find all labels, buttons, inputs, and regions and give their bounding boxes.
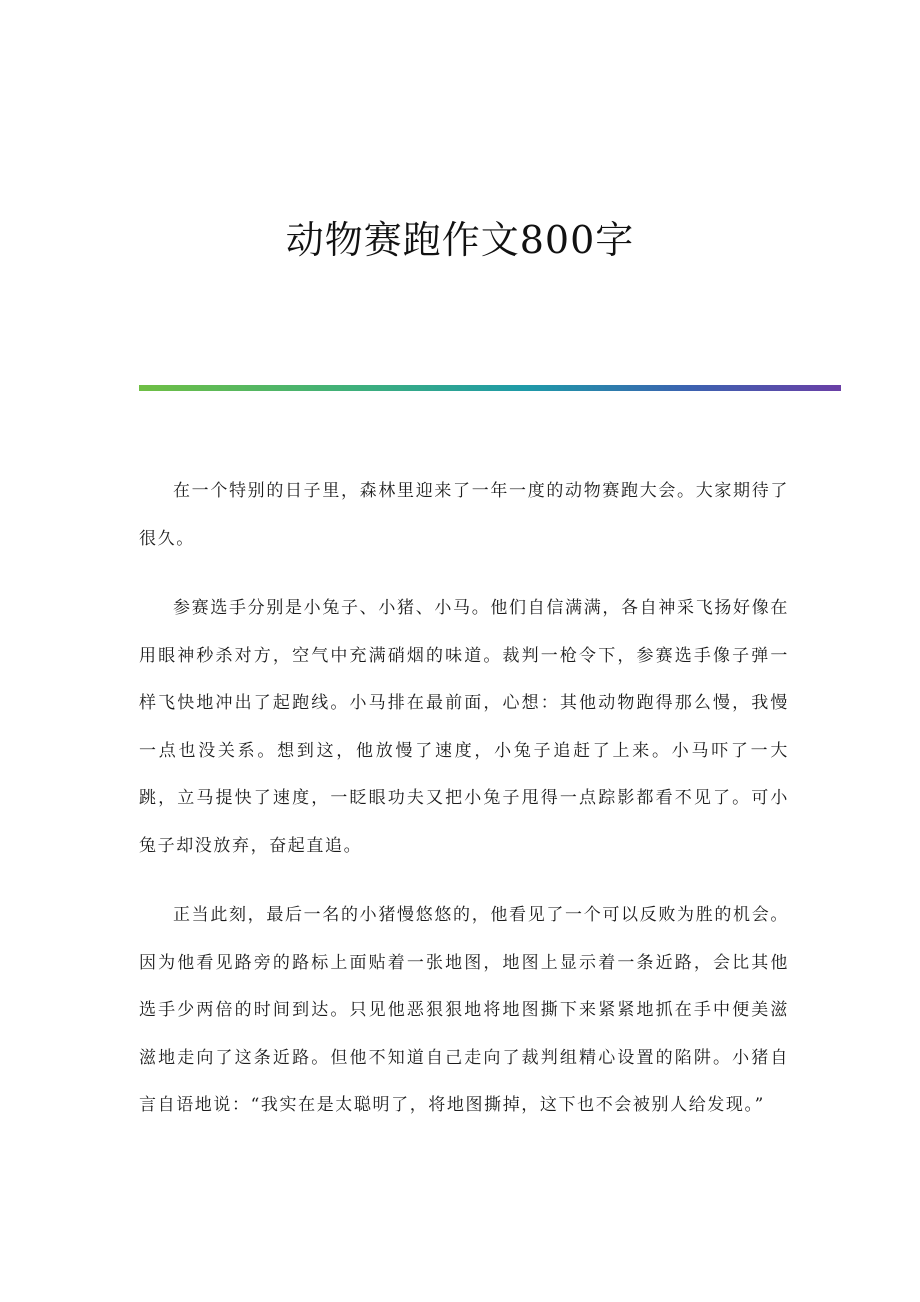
document-title: 动物赛跑作文800字 <box>285 218 635 262</box>
paragraph-1: 在一个特别的日子里，森林里迎来了一年一度的动物赛跑大会。大家期待了很久。 <box>139 481 789 549</box>
title-divider <box>139 385 841 391</box>
paragraph-2: 参赛选手分别是小兔子、小猪、小马。他们自信满满，各自神采飞扬好像在用眼神秒杀对方，空气中充满硝烟的味道。裁判一枪令下，参赛选手像子弹一样飞快地冲出了起跑线。小马排在最前面，心想：其他动物跑得那么慢，我慢一点也没关系。想到这，他放慢了速度，小兔子追赶了上来。小马吓了一大跳，立马提快了速度，一眨眼功夫又把小兔子甩得一点踪影都看不见了。可小兔子却没放弃，奋起直追。 <box>139 598 789 856</box>
document-body <box>139 468 789 1152</box>
paragraph-3: 正当此刻，最后一名的小猪慢悠悠的，他看见了一个可以反败为胜的机会。因为他看见路旁的路标上面贴着一张地图，地图上显示着一条近路，会比其他选手少两倍的时间到达。只见他恶狠狠地将地图撕下来紧紧地抓在手中便美滋滋地走向了这条近路。但他不知道自己走向了裁判组精心设置的陷阱。小猪自言自语地说：“我实在是太聪明了，将地图撕掉，这下也不会被别人给发现。” <box>139 905 789 1115</box>
